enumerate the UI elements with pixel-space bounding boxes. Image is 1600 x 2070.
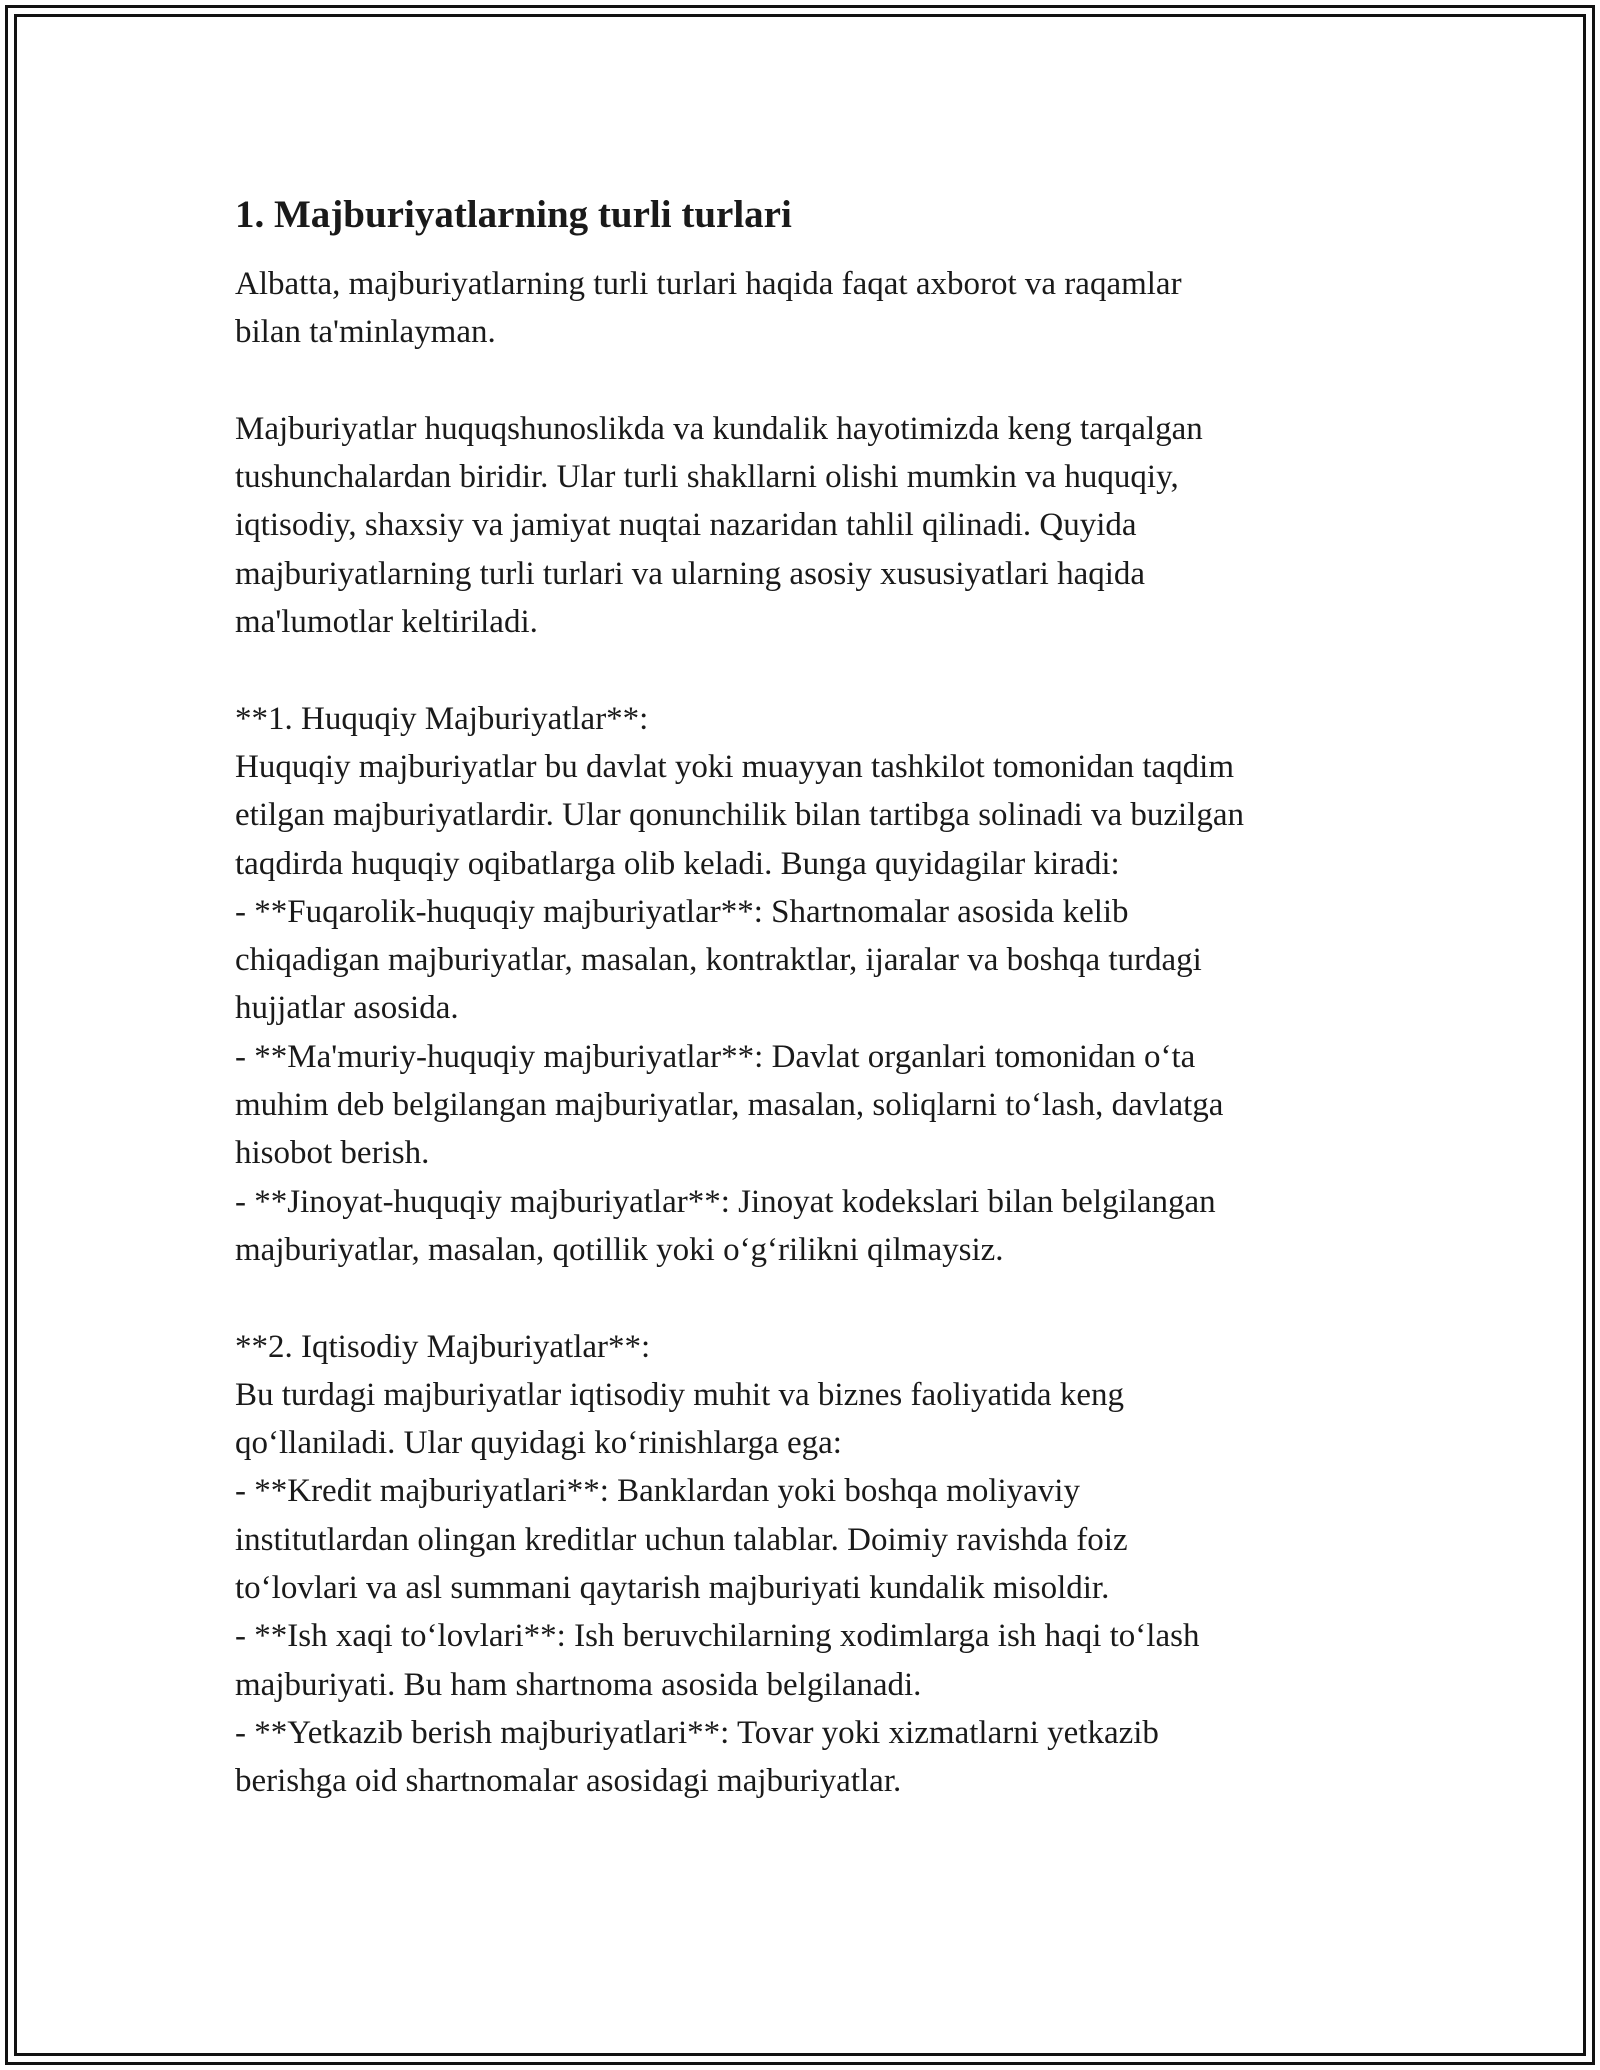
intro-paragraph	[235, 260, 1415, 357]
document-body	[235, 188, 1415, 1854]
text-line: chiqadigan majburiyatlar, masalan, kontraktlar, ijaralar va boshqa turdagi	[235, 942, 1202, 979]
text-line: muhim deb belgilangan majburiyatlar, masalan, soliqlarni to‘lash, davlatga	[235, 1087, 1224, 1124]
text-line: ma'lumotlar keltiriladi.	[235, 604, 538, 641]
text-line: majburiyatlar, masalan, qotillik yoki o‘g‘rilikni qilmaysiz.	[235, 1231, 1004, 1268]
text-line: iqtisodiy, shaxsiy va jamiyat nuqtai nazaridan tahlil qilinadi. Quyida	[235, 507, 1137, 544]
list-item: - **Ma'muriy-huquqiy majburiyatlar**: Davlat organlari tomonidan o‘ta	[235, 1038, 1196, 1075]
list-item: - **Fuqarolik-huquqiy majburiyatlar**: Shartnomalar asosida kelib	[235, 893, 1129, 930]
text-line: bilan ta'minlayman.	[235, 314, 496, 351]
text-line: hisobot berish.	[235, 1135, 430, 1172]
text-line: Huquqiy majburiyatlar bu davlat yoki muayyan tashkilot tomonidan taqdim	[235, 748, 1234, 785]
text-line: majburiyatlarning turli turlari va ularning asosiy xususiyatlari haqida	[235, 555, 1146, 592]
section-heading: **1. Huquqiy Majburiyatlar**:	[235, 700, 649, 737]
list-item: - **Jinoyat-huquqiy majburiyatlar**: Jinoyat kodekslari bilan belgilangan	[235, 1183, 1216, 1220]
economic-obligations-section	[235, 1323, 1415, 1806]
list-item: - **Yetkazib berish majburiyatlari**: Tovar yoki xizmatlarni yetkazib	[235, 1714, 1159, 1751]
text-line: etilgan majburiyatlardir. Ular qonunchilik bilan tartibga solinadi va buzilgan	[235, 797, 1244, 834]
text-line: qo‘llaniladi. Ular quyidagi ko‘rinishlarga ega:	[235, 1425, 842, 1462]
text-line: majburiyati. Bu ham shartnoma asosida belgilanadi.	[235, 1666, 922, 1703]
text-line: Albatta, majburiyatlarning turli turlari haqida faqat axborot va raqamlar	[235, 266, 1182, 302]
section-heading: **2. Iqtisodiy Majburiyatlar**:	[235, 1328, 651, 1365]
document-title: 1. Majburiyatlarning turli turlari	[235, 193, 792, 236]
overview-paragraph	[235, 405, 1415, 646]
legal-obligations-section	[235, 695, 1415, 1275]
text-line: to‘lovlari va asl summani qaytarish majburiyati kundalik misoldir.	[235, 1570, 1110, 1607]
list-item: - **Ish xaqi to‘lovlari**: Ish beruvchilarning xodimlarga ish haqi to‘lash	[235, 1618, 1200, 1655]
text-line: Majburiyatlar huquqshunoslikda va kundalik hayotimizda keng tarqalgan	[235, 410, 1203, 447]
text-line: tushunchalardan biridir. Ular turli shakllarni olishi mumkin va huquqiy,	[235, 459, 1179, 496]
text-line: berishga oid shartnomalar asosidagi majburiyatlar.	[235, 1763, 902, 1800]
text-line: taqdirda huquqiy oqibatlarga olib keladi. Bunga quyidagilar kiradi:	[235, 845, 1120, 882]
text-line: hujjatlar asosida.	[235, 990, 459, 1027]
text-line: institutlardan olingan kreditlar uchun talablar. Doimiy ravishda foiz	[235, 1521, 1128, 1558]
list-item: - **Kredit majburiyatlari**: Banklardan yoki boshqa moliyaviy	[235, 1473, 1080, 1510]
text-line: Bu turdagi majburiyatlar iqtisodiy muhit va biznes faoliyatida keng	[235, 1376, 1124, 1413]
